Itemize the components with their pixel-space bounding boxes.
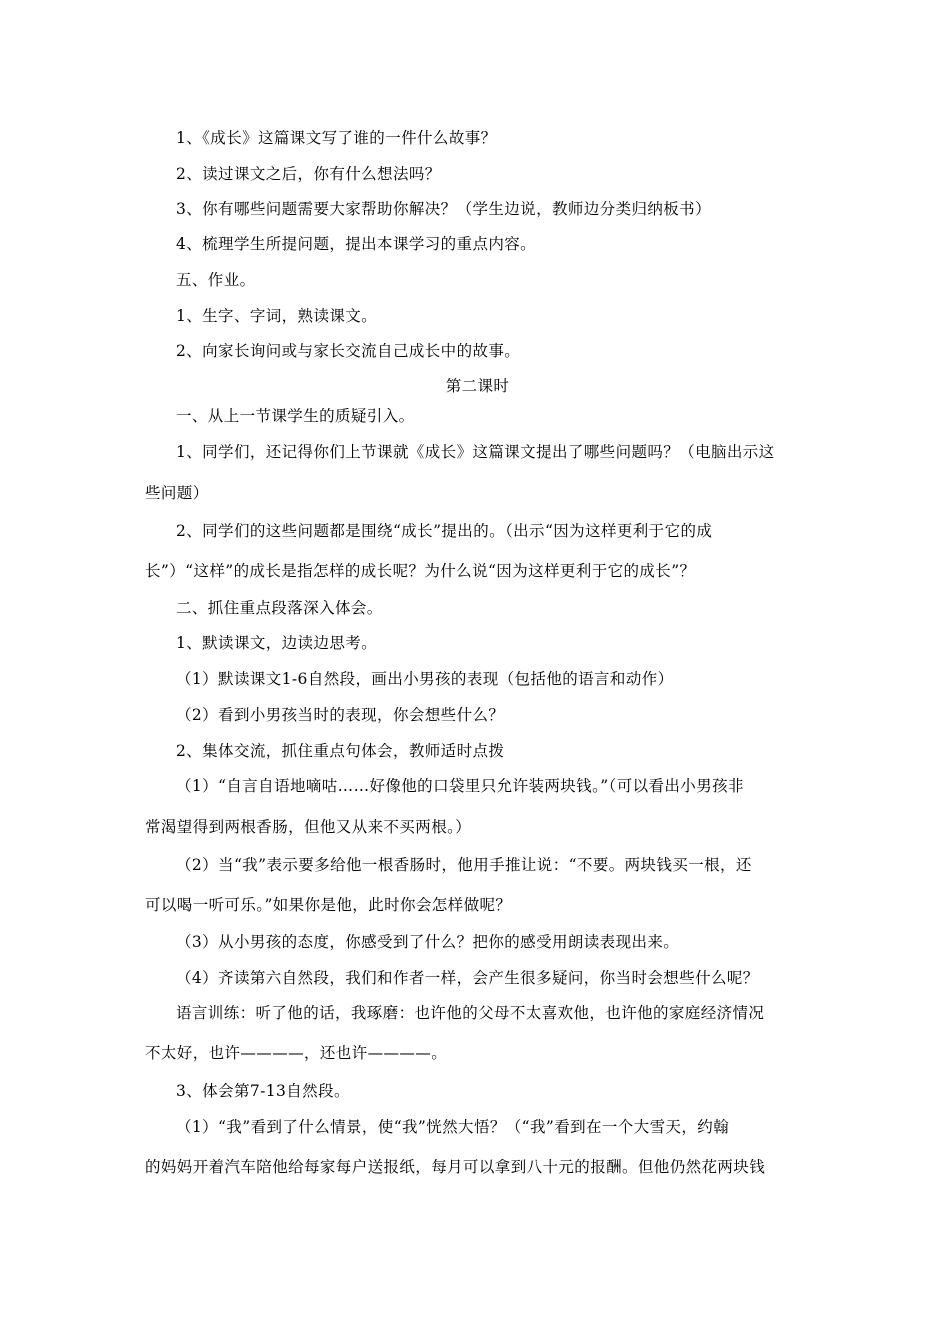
text-line: 1、默读课文，边读边思考。: [176, 634, 378, 652]
text-line: 1、生字、字词，熟读课文。: [176, 307, 378, 325]
section-heading: 二、抓住重点段落深入体会。: [176, 599, 383, 617]
text-line: （2）当“我”表示要多给他一根香肠时，他用手推让说：“不要。两块钱买一根，还: [176, 856, 752, 874]
section-heading: 一、从上一节课学生的质疑引入。: [176, 407, 415, 425]
text-line: （1）“自言自语地嘀咕……好像他的口袋里只允许装两块钱。”（可以看出小男孩非: [176, 777, 744, 795]
text-line: 语言训练：听了他的话，我琢磨：也许他的父母不太喜欢他，也许他的家庭经济情况: [176, 1004, 765, 1022]
text-line: （2）看到小男孩当时的表现，你会想些什么？: [176, 706, 505, 724]
lesson-title: 第二课时: [445, 377, 510, 395]
text-line: 长”）“这样”的成长是指怎样的成长呢？为什么说“因为这样更利于它的成长”？: [145, 562, 696, 580]
text-line: 3、体会第7-13自然段。: [176, 1082, 350, 1100]
section-heading: 五、作业。: [176, 271, 256, 289]
text-line: （1）默读课文1-6自然段，画出小男孩的表现（包括他的语言和动作）: [176, 670, 674, 688]
text-line: 常渴望得到两根香肠，但他又从来不买两根。）: [145, 818, 472, 836]
text-line: 2、向家长询问或与家长交流自己成长中的故事。: [176, 342, 521, 360]
text-line: 可以喝一听可乐。”如果你是他，此时你会怎样做呢？: [145, 896, 512, 914]
text-line: （3）从小男孩的态度，你感受到了什么？把你的感受用朗读表现出来。: [176, 933, 680, 951]
text-line: （1）“我”看到了什么情景，使“我”恍然大悟？（“我”看到在一个大雪天，约翰: [176, 1118, 730, 1136]
text-line: 1、同学们，还记得你们上节课就《成长》这篇课文提出了哪些问题吗？（电脑出示这: [176, 443, 775, 461]
text-line: 2、同学们的这些问题都是围绕“成长”提出的。（出示“因为这样更利于它的成: [176, 522, 713, 540]
text-line: 1、《成长》这篇课文写了谁的一件什么故事？: [176, 129, 497, 147]
text-line: 的妈妈开着汽车陪他给每家每户送报纸，每月可以拿到八十元的报酬。但他仍然花两块钱: [145, 1158, 766, 1176]
text-line: 2、集体交流，抓住重点句体会，教师适时点拨: [176, 742, 505, 760]
text-line: 4、梳理学生所提问题，提出本课学习的重点内容。: [176, 235, 537, 253]
text-line: 不太好，也许————，还也许————。: [145, 1044, 448, 1062]
text-line: （4）齐读第六自然段，我们和作者一样，会产生很多疑问，你当时会想些什么呢？: [176, 969, 759, 987]
text-line: 3、你有哪些问题需要大家帮助你解决？（学生边说，教师边分类归纳板书）: [176, 200, 711, 218]
text-line: 些问题）: [145, 484, 209, 502]
text-line: 2、读过课文之后，你有什么想法吗？: [176, 165, 441, 183]
